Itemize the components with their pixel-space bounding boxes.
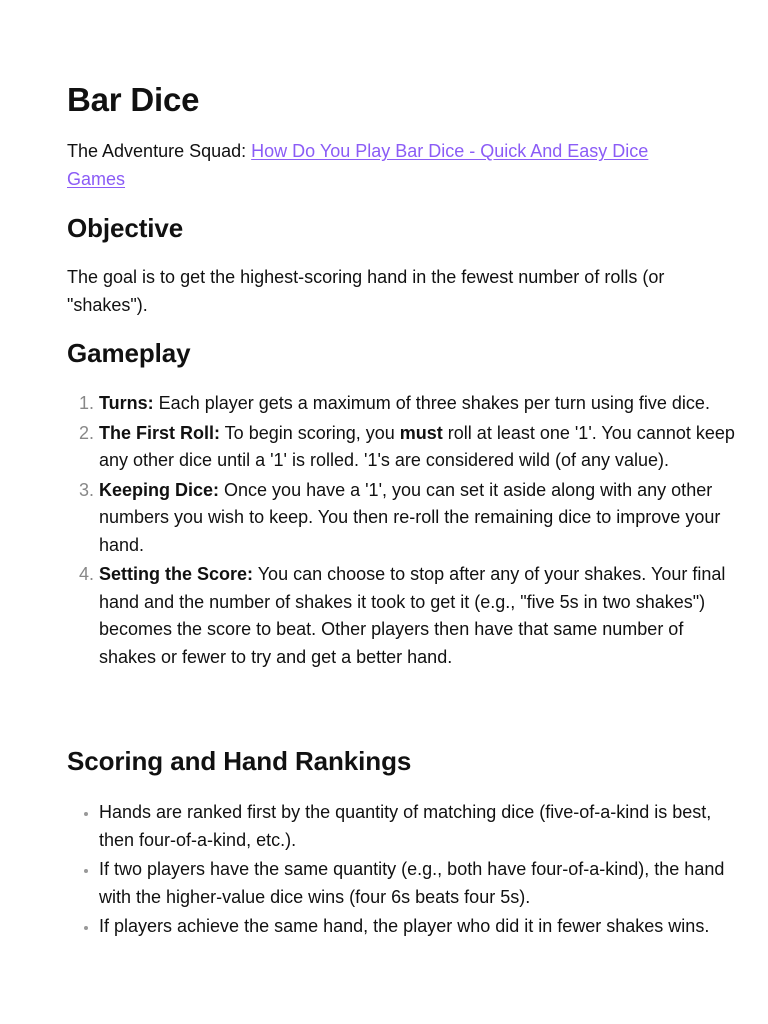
step-text: Once you have a '1', you can set it aside along with any other numbers you wish to keep. You then re-roll the remaining dice to improve your hand. bbox=[99, 479, 721, 555]
objective-text: The goal is to get the highest-scoring hand in the fewest number of rolls (or "shakes"). bbox=[67, 267, 665, 315]
step-text: To begin scoring, you bbox=[220, 422, 400, 443]
scoring-bullets-list bbox=[67, 799, 739, 943]
scoring-bullet: • If players achieve the same hand, the player who did it in fewer shakes wins. bbox=[99, 913, 739, 941]
gameplay-step bbox=[99, 390, 739, 418]
page-title: Bar Dice bbox=[67, 81, 200, 118]
source-line bbox=[67, 138, 702, 193]
scoring-bullet: • Hands are ranked first by the quantity of matching dice (five-of-a-kind is best, then four-of-a-kind, etc.). bbox=[99, 799, 739, 854]
scoring-bullet: • If two players have the same quantity (e.g., both have four-of-a-kind), the hand with the higher-value dice wins (four 6s beats four 5s). bbox=[99, 856, 739, 911]
gameplay-heading: Gameplay bbox=[67, 338, 191, 368]
scoring-heading: Scoring and Hand Rankings bbox=[67, 746, 412, 776]
step-text: roll at least one '1'. You cannot keep any other dice until a '1' is rolled. '1's are considered wild (of any value). bbox=[99, 422, 735, 470]
step-text: Each player gets a maximum of three shakes per turn using five dice. bbox=[153, 393, 710, 413]
source-prefix: The Adventure Squad: bbox=[67, 141, 252, 161]
step-text: You can choose to stop after any of your shakes. Your final hand and the number of shakes it took to get it (e.g., "five 5s in two shakes") becomes the score to beat. Other players then have that same number of shakes or fewer to try and get a better hand. bbox=[99, 564, 726, 667]
source-link[interactable]: How Do You Play Bar Dice - Quick And Easy Dice Games bbox=[67, 141, 649, 189]
gameplay-step bbox=[99, 420, 739, 475]
gameplay-step bbox=[99, 561, 739, 671]
objective-heading: Objective bbox=[67, 213, 184, 243]
step-label: Keeping Dice: bbox=[99, 479, 220, 500]
step-emphasis: must bbox=[399, 422, 443, 443]
step-label: The First Roll: bbox=[99, 422, 220, 443]
step-label: Turns: bbox=[99, 393, 154, 413]
gameplay-steps-list bbox=[67, 390, 739, 673]
gameplay-step bbox=[99, 477, 739, 560]
step-label: Setting the Score: bbox=[99, 564, 254, 584]
